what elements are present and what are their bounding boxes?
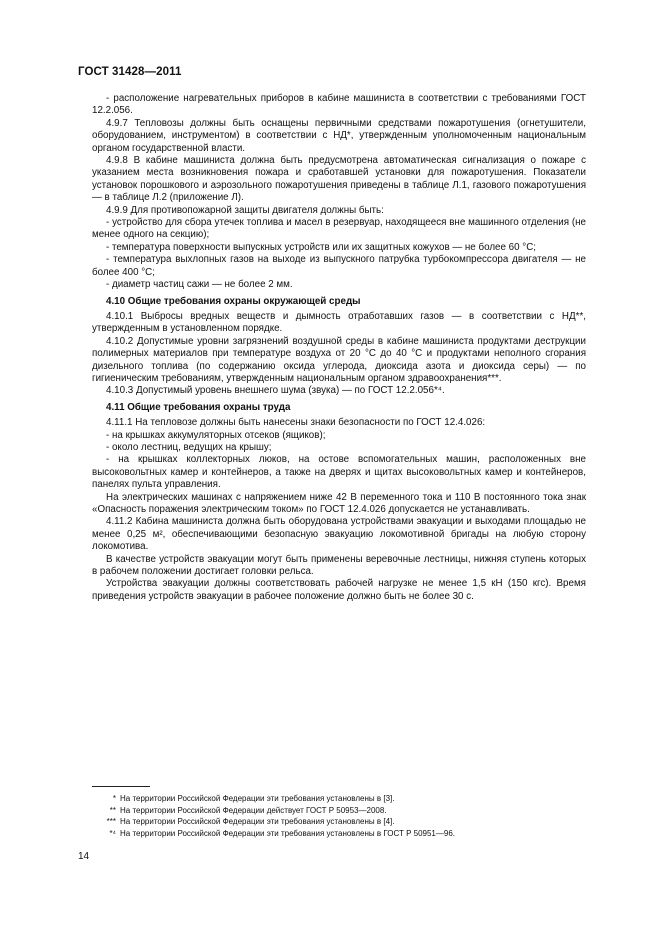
paragraph: 4.9.7 Тепловозы должны быть оснащены первичными средствами пожаротушения (огнетушители, оборудованием, инструментом) в соответствии с НД*, утвержденным уполномоченным национальным органом государственной власти. xyxy=(92,117,586,154)
paragraph: 4.9.8 В кабине машиниста должна быть предусмотрена автоматическая сигнализация о пожаре с указанием места возникновения пожара и сработавшей установки для пожаротушения. Показатели установок порошкового и аэрозольного пожаротушения приведены в таблице Л.1, газового пожаротушения — в таблице Л.2 (приложение Л). xyxy=(92,155,586,204)
paragraph: - устройство для сбора утечек топлива и масел в резервуар, находящееся вне машинного отделения (не менее одного на секцию); xyxy=(92,217,586,241)
paragraph: В качестве устройств эвакуации могут быть применены веревочные лестницы, нижняя ступень которых в рабочем положении достигает головки рельса. xyxy=(92,553,586,578)
paragraph: - расположение нагревательных приборов в кабине машиниста в соответствии с требованиями ГОСТ 12.2.056. xyxy=(92,93,586,117)
footnote-text: На территории Российской Федерации действует ГОСТ Р 50953—2008. xyxy=(120,805,387,815)
paragraph: - около лестниц, ведущих на крышу; xyxy=(106,441,272,453)
body-text xyxy=(92,93,586,603)
paragraph: 4.9.9 Для противопожарной защиты двигателя должны быть: xyxy=(106,204,384,216)
paragraph: - на крышках аккумуляторных отсеков (ящиков); xyxy=(106,429,326,441)
section-heading-4-11: 4.11 Общие требования охраны труда xyxy=(106,401,291,413)
page-number: 14 xyxy=(78,851,90,862)
page-header-title: ГОСТ 31428—2011 xyxy=(78,66,182,78)
paragraph: - диаметр частиц сажи — не более 2 мм. xyxy=(106,279,293,291)
footnote-mark: *⁴ xyxy=(109,828,116,838)
footnote-mark: *** xyxy=(106,817,116,827)
footnote-text: На территории Российской Федерации эти требования установлены в [3]. xyxy=(120,794,395,803)
footnote xyxy=(92,793,586,805)
paragraph: 4.10.2 Допустимые уровни загрязнений воздушной среды в кабине машиниста продуктами деструкции полимерных материалов при температуре воздуха от 20 °С до 40 °С и продуктами неполного сгорания дизельного топлива (по содержанию оксида углерода, диоксида азота и диоксида серы) — по гигиеническим требованиям, утвержденным национальным органом здравоохранения***. xyxy=(92,335,586,384)
paragraph: 4.10.1 Выбросы вредных веществ и дымность отработавших газов — в соответствии с НД**, утвержденным в установленном порядке. xyxy=(92,310,586,335)
paragraph: На электрических машинах с напряжением ниже 42 В переменного тока и 110 В постоянного тока знак «Опасность поражения электрическим током» по ГОСТ 12.4.026 допускается не устанавливать. xyxy=(92,491,586,515)
paragraph: 4.11.1 На тепловозе должны быть нанесены знаки безопасности по ГОСТ 12.4.026: xyxy=(106,417,486,429)
paragraph: - на крышках коллекторных люков, на остове вспомогательных машин, расположенных вне высоковольтных камер и контейнеров, а также на дверях и щитах высоковольтных камер и контейнеров, панелях пульта управления. xyxy=(92,454,586,491)
footnote-text: На территории Российской Федерации эти требования установлены в [4]. xyxy=(120,817,395,827)
footnote-divider xyxy=(92,786,150,787)
section-heading-4-10: 4.10 Общие требования охраны окружающей среды xyxy=(106,295,361,307)
footnotes xyxy=(92,793,586,839)
footnote xyxy=(92,828,586,840)
paragraph: 4.11.2 Кабина машиниста должна быть оборудована устройствами эвакуации и выходами площадью не менее 0,25 м², обеспечивающими безопасную эвакуацию локомотивной бригады на любую сторону локомотива. xyxy=(92,516,586,553)
footnote-text: На территории Российской Федерации эти требования установлены в ГОСТ Р 50951—96. xyxy=(120,828,456,838)
footnote-mark: ** xyxy=(109,805,116,815)
paragraph: Устройства эвакуации должны соответствовать рабочей нагрузке не менее 1,5 кН (150 кгс). Время приведения устройств эвакуации в рабочее положение должно быть не более 30 с. xyxy=(92,578,586,602)
paragraph: - температура выхлопных газов на выходе из выпускного патрубка турбокомпрессора двигателя — не более 400 °С; xyxy=(92,254,586,278)
footnote xyxy=(92,816,586,828)
paragraph: 4.10.3 Допустимый уровень внешнего шума (звука) — по ГОСТ 12.2.056*⁴. xyxy=(106,385,445,397)
footnote-mark: * xyxy=(112,794,116,803)
footnote xyxy=(92,805,586,817)
paragraph: - температура поверхности выпускных устройств или их защитных кожухов — не более 60 °С; xyxy=(106,241,536,253)
